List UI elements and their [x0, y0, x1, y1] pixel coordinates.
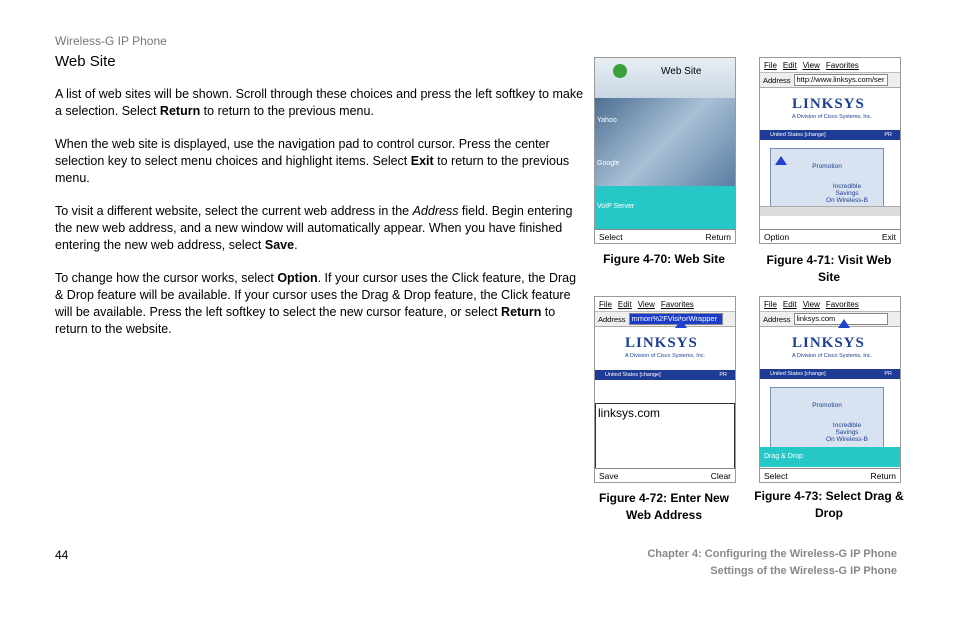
- paragraph-1: A list of web sites will be shown. Scroll through these choices and press the left softkey to make a selection. Select Return to return to the previous menu.: [55, 87, 584, 118]
- promo-title: Promotion: [812, 163, 842, 170]
- list-item[interactable]: Google: [597, 160, 620, 167]
- linksys-logo: LINKSYS: [792, 335, 865, 351]
- softkey-right[interactable]: Return: [870, 470, 896, 481]
- menu-bar: [760, 58, 900, 73]
- menu-view[interactable]: View: [802, 299, 820, 309]
- promotion-box: [770, 387, 884, 449]
- menu-favorites[interactable]: Favorites: [825, 299, 859, 309]
- menu-favorites[interactable]: Favorites: [825, 60, 859, 70]
- softkey-right[interactable]: Clear: [710, 470, 731, 481]
- softkey-bar: [760, 468, 900, 482]
- menu-bar: [595, 297, 735, 312]
- horizontal-scrollbar[interactable]: [760, 206, 900, 216]
- paragraph-3: To visit a different website, select the current web address in the Address field. Begin entering the new web address, and a new window will automatically appear. When you have finished entering the new web address, select Save.: [55, 204, 573, 252]
- menu-favorites[interactable]: Favorites: [660, 299, 694, 309]
- screen-title: Web Site: [661, 66, 702, 77]
- promo-line: Savings: [835, 429, 859, 436]
- footer-chapter: Chapter 4: Configuring the Wireless-G IP Phone: [647, 548, 897, 560]
- figure-web-site-screen: [594, 57, 736, 244]
- linksys-logo: LINKSYS: [625, 335, 698, 351]
- figure-visit-web-site-screen: [759, 57, 901, 244]
- promo-line: Incredible: [832, 422, 862, 429]
- menu-file[interactable]: File: [599, 299, 612, 309]
- softkey-bar: [595, 468, 735, 482]
- section-title: Web Site: [55, 53, 116, 70]
- figure-enter-address-screen: [594, 296, 736, 483]
- region-band: United States [change] PR: [760, 130, 900, 140]
- address-label: Address: [763, 75, 791, 85]
- body-text: [55, 86, 585, 354]
- address-label: Address: [763, 314, 791, 324]
- softkey-left[interactable]: Save: [599, 470, 619, 481]
- logo-subtitle: A Division of Cisco Systems, Inc.: [792, 353, 873, 359]
- list-item-selected[interactable]: VoIP Server: [597, 203, 635, 210]
- softkey-right[interactable]: Return: [705, 231, 731, 242]
- promo-line: On Wireless-B: [826, 197, 868, 204]
- promo-title: Promotion: [812, 402, 842, 409]
- figure-caption: Figure 4-72: Enter New Web Address: [598, 491, 730, 522]
- figure-drag-drop-screen: [759, 296, 901, 483]
- menu-edit[interactable]: Edit: [617, 299, 632, 309]
- menu-file[interactable]: File: [764, 60, 777, 70]
- phone-app-icon: [613, 64, 627, 78]
- linksys-logo: LINKSYS: [792, 96, 865, 112]
- address-entry-box[interactable]: linksys.com: [595, 403, 735, 471]
- cursor-arrow-icon: [838, 319, 850, 328]
- softkey-bar: [760, 229, 900, 243]
- promo-line: On Wireless-B: [826, 436, 868, 443]
- screen-background: [595, 98, 735, 186]
- address-field-selected[interactable]: mmon%2FVisitorWrapper: [629, 313, 723, 325]
- menu-edit[interactable]: Edit: [782, 299, 797, 309]
- address-bar: [760, 73, 900, 88]
- promotion-box: [770, 148, 884, 212]
- logo-subtitle: A Division of Cisco Systems, Inc.: [625, 353, 706, 359]
- option-drag-drop[interactable]: Drag & Drop: [760, 447, 900, 467]
- softkey-left[interactable]: Select: [764, 470, 788, 481]
- menu-view[interactable]: View: [637, 299, 655, 309]
- address-label: Address: [598, 314, 626, 324]
- promo-line: Savings: [835, 190, 859, 197]
- paragraph-2: When the web site is displayed, use the navigation pad to control cursor. Press the center selection key to select menu choices and highlight items. Select Exit to return to the previous menu.: [55, 137, 570, 185]
- list-item[interactable]: Yahoo: [597, 117, 617, 124]
- softkey-right[interactable]: Exit: [881, 231, 896, 242]
- region-band: United States [change] PR: [595, 370, 735, 380]
- softkey-left[interactable]: Select: [599, 231, 623, 242]
- address-bar: [760, 312, 900, 327]
- menu-edit[interactable]: Edit: [782, 60, 797, 70]
- cursor-arrow-icon: [675, 319, 687, 328]
- softkey-bar: [595, 229, 735, 243]
- menu-file[interactable]: File: [764, 299, 777, 309]
- cursor-arrow-icon: [775, 156, 787, 165]
- page-number: 44: [55, 548, 69, 562]
- menu-bar: [760, 297, 900, 312]
- figure-caption: Figure 4-71: Visit Web Site: [766, 253, 892, 284]
- paragraph-4: To change how the cursor works, select Option. If your cursor uses the Click feature, the Drag & Drop feature will be available. If your cursor uses the Drag & Drop feature, the Click feature will be available. Press the left softkey to select the new cursor feature, or select Return to return to the website.: [55, 271, 577, 336]
- region-band: United States [change] PR: [760, 369, 900, 379]
- running-header: Wireless-G IP Phone: [55, 34, 167, 48]
- address-bar: [595, 312, 735, 327]
- menu-view[interactable]: View: [802, 60, 820, 70]
- address-field[interactable]: http://www.linksys.com/ser: [794, 74, 888, 86]
- logo-subtitle: A Division of Cisco Systems, Inc.: [792, 114, 873, 120]
- softkey-left[interactable]: Option: [764, 231, 790, 242]
- promo-line: Incredible: [832, 183, 862, 190]
- footer-section: Settings of the Wireless-G IP Phone: [710, 565, 897, 577]
- address-field[interactable]: linksys.com: [794, 313, 888, 325]
- figure-caption: Figure 4-73: Select Drag & Drop: [754, 489, 904, 520]
- figure-caption: Figure 4-70: Web Site: [603, 252, 725, 266]
